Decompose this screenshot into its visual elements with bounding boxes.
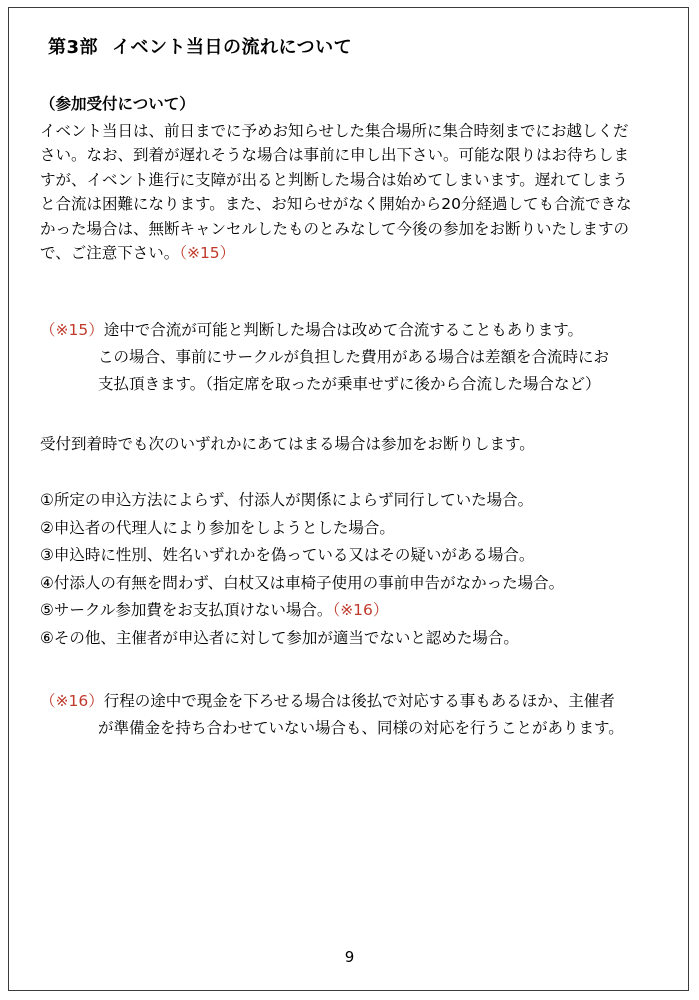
footnote-16-text1: 行程の途中で現金を下ろせる場合は後払で対応する事もあるほか、主催者 [103,692,615,710]
reception-line: と合流は困難になります。また、お知らせがなく開始から20分経過しても合流できな [40,195,632,214]
reception-line-last [40,241,672,265]
footnote-ref-16: （※16） [332,601,389,620]
list-item: ①所定の申込方法によらず、付添人が関係によらず同行していた場合。 [40,491,534,509]
footnote-15-marker: （※15） [40,321,104,339]
reception-line: かった場合は、無断キャンセルしたものとみなして今後の参加をお断りいたしますの [40,219,630,238]
reception-line: イベント当日は、前日までに予めお知らせした集合場所に集合時刻までにお越しくだ [40,122,629,140]
reception-line: さい。なお、到着が遅れそうな場合は事前に申し出下さい。可能な限りはお待ちしま [40,146,630,165]
refusal-list [40,487,564,653]
page-title [48,33,352,59]
footnote-15-line1 [40,317,680,344]
page-number: 9 [344,948,355,966]
footnote-16-line2: が準備金を持ち合わせていない場合も、同様の対応を行うことがあります。 [98,719,624,737]
list-item [40,597,564,625]
reception-paragraph [40,119,672,265]
refusal-intro: 受付到着時でも次のいずれかにあてはまる場合は参加をお断りします。 [40,435,535,453]
footnote-15-line2: この場合、事前にサークルが負担した費用がある場合は差額を合流時にお [98,348,610,366]
footnote-16-marker: （※16） [40,692,104,710]
list-item-text: ⑤サークル参加費をお支払頂けない場合。 [40,601,333,620]
reception-heading: （参加受付について） [40,95,195,113]
reception-last-text: で、ご注意下さい。 [40,244,180,263]
footnote-15-line3: 支払頂きます。（指定席を取ったが乗車せずに後から合流した場合など） [98,375,601,393]
list-item: ⑥その他、主催者が申込者に対して参加が適当でないと認めた場合。 [40,628,519,647]
list-item: ③申込時に性別、姓名いずれかを偽っている又はその疑いがある場合。 [40,546,535,565]
list-item: ②申込者の代理人により参加をしようとした場合。 [40,518,395,537]
footnote-16-line1 [40,688,680,715]
section-title: イベント当日の流れについて [112,37,353,58]
reception-line: すが、イベント進行に支障が出ると判断した場合は始めてしまいます。遅れてしまう [40,170,628,189]
footnote-ref-15: （※15） [179,244,236,263]
list-item: ④付添人の有無を問わず、白杖又は車椅子使用の事前申告がなかった場合。 [40,573,565,592]
footnote-15 [40,317,680,398]
footnote-16 [40,688,680,742]
section-number: 第3部 [48,37,99,58]
footnote-15-text1: 途中で合流が可能と判断した場合は改めて合流することもあります。 [103,321,583,339]
